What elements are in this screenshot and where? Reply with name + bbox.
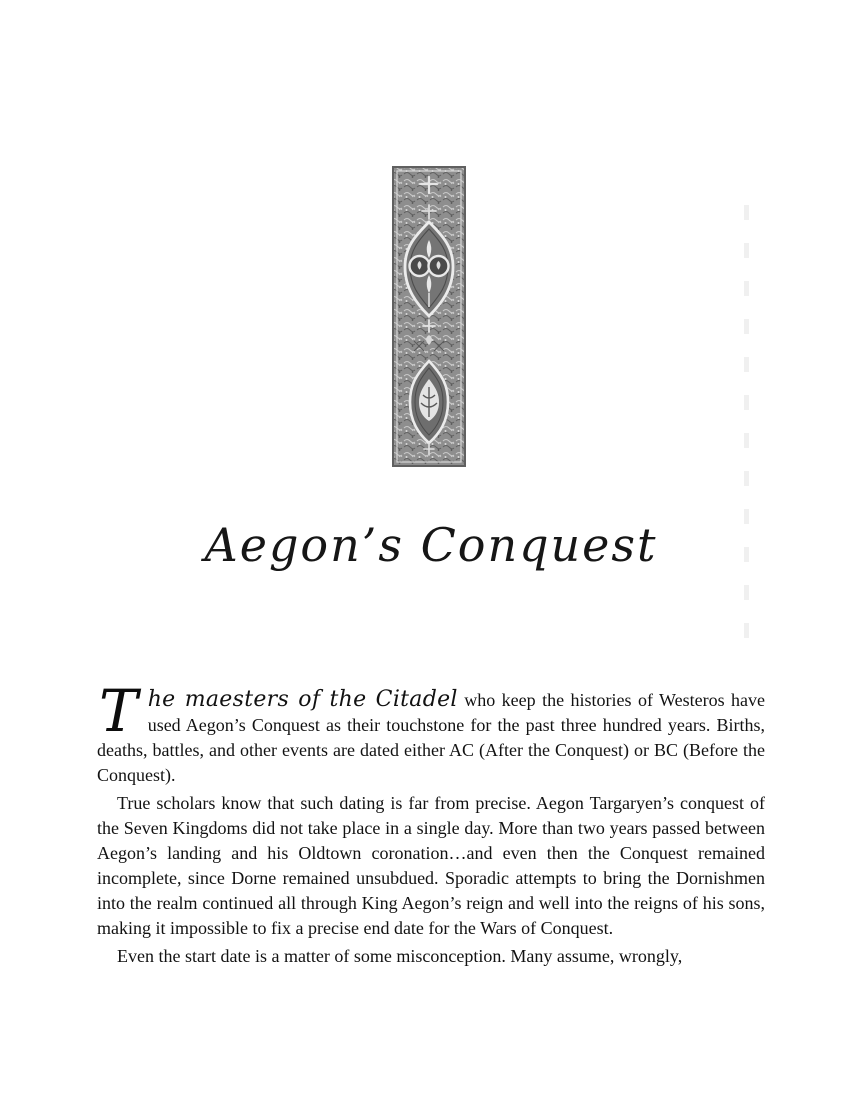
opening-paragraph bbox=[97, 677, 766, 788]
opening-text: who keep the histories of Westeros have used Aegon’s Conquest as their touchstone for the past three hundred years. Births, deaths, battles, and other events are dated either AC (After the Conquest) or BC (Before the Conquest). bbox=[97, 690, 766, 785]
drop-cap: T bbox=[99, 677, 138, 745]
paragraph-start-date: Even the start date is a matter of some misconception. Many assume, wrongly, bbox=[117, 946, 683, 966]
chapter-title: Aegon’s Conquest bbox=[204, 518, 658, 572]
arabesque-ornament-image bbox=[390, 165, 468, 468]
opening-lead-phrase: he maesters of the Citadel bbox=[147, 687, 458, 712]
body-text bbox=[97, 677, 766, 969]
arabesque-ornament-band bbox=[390, 165, 468, 468]
paragraph-true-scholars: True scholars know that such dating is far from precise. Aegon Targaryen’s conquest of the Seven Kingdoms did not take place in a single day. More than two years passed between Aegon’s landing and his Oldtown coronation…and even then the Conquest remained incomplete, since Dorne remained unsubdued. Sporadic attempts to bring the Dornishmen into the realm continued all through King Aegon’s reign and well into the reigns of his sons, making it impossible to fix a precise end date for the Wars of Conquest. bbox=[97, 793, 765, 938]
